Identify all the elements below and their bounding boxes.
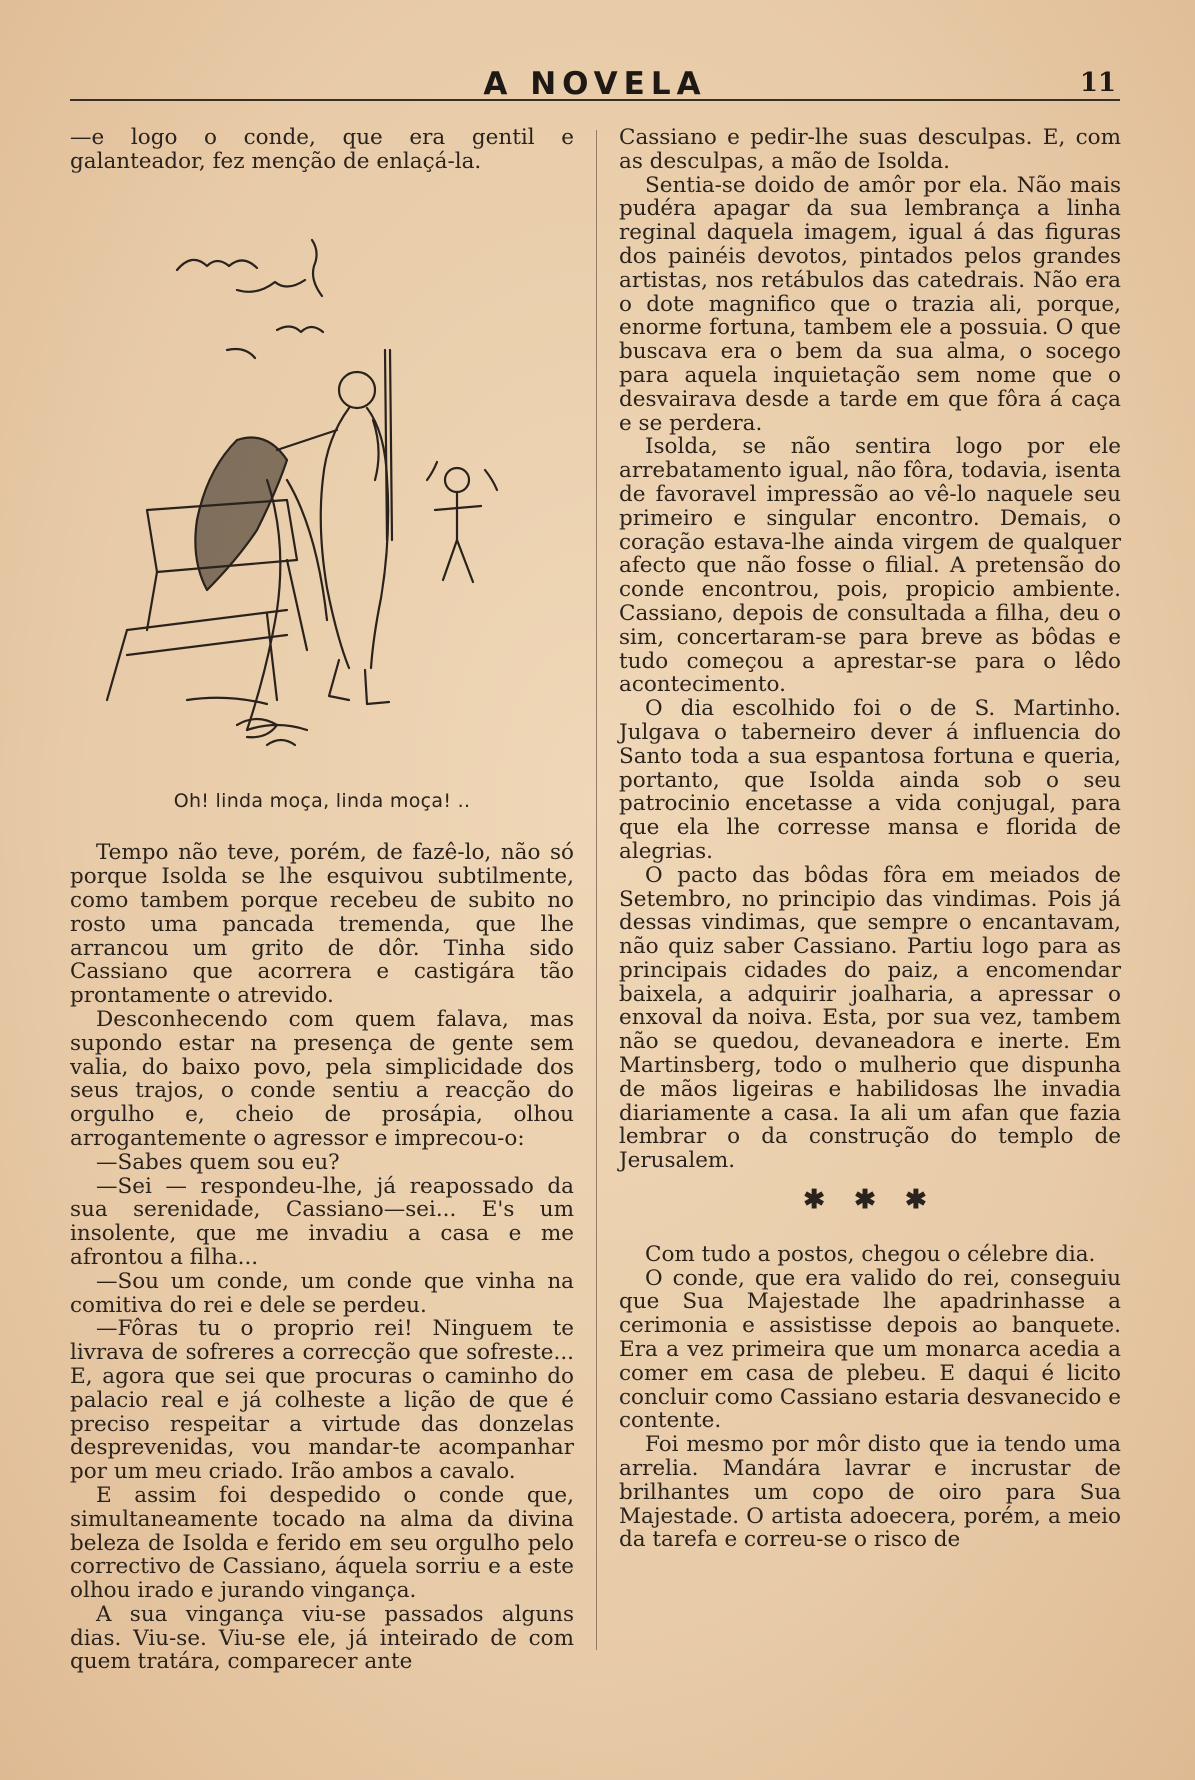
column-divider	[596, 130, 597, 1650]
left-paragraph: A sua vingança viu-se passados alguns dias. Viu-se. Viu-se ele, já inteirado de com quem tratára, comparecer ante	[70, 1601, 574, 1675]
section-separator: ✱ ✱ ✱	[803, 1185, 937, 1216]
right-paragraph: O conde, que era valido do rei, conseguiu que Sua Majestade lhe apadrinhasse a cerimonia e assistisse depois ao banquete. Era a vez primeira que um monarca acedia a comer em casa de plebeu. E daqui é licito concluir como Cassiano estaria desvanecido e contente.	[619, 1265, 1121, 1434]
left-paragraph: Desconhecendo com quem falava, mas supondo estar na presença de gente sem valia, do baixo povo, pela simplicidade dos seus trajos, o conde sentiu a reacção do orgulho e, cheio de prosápia, olhou arrogantemente o agressor e imprecou-o:	[70, 1006, 574, 1151]
page-header	[70, 64, 1120, 100]
right-paragraph: Com tudo a postos, chegou o célebre dia.	[645, 1241, 1096, 1267]
left-paragraph: E assim foi despedido o conde que, simultaneamente tocado na alma da divina beleza de Isolda e ferido em seu orgulho pelo correctivo de Cassiano, áquela sorriu e a este olhou irado e jurando vingança.	[70, 1482, 574, 1604]
illustration-drawing	[87, 180, 557, 772]
left-paragraph: Tempo não teve, porém, de fazê-lo, não só porque Isolda se lhe esquivou subtilmente, como tambem porque recebeu de subito no rosto uma pancada tremenda, que lhe arrancou um grito de dôr. Tinha sido Cassiano que acorrera e castigára tão prontamente o atrevido.	[70, 840, 574, 1009]
right-paragraph: Sentia-se doido de amôr por ela. Não mais pudéra apagar da sua lembrança a linha reginal daquela imagem, igual á das figuras dos painéis devotos, pintados pelos grandes artistas, nos retábulos das catedrais. Não era o dote magnifico que o trazia ali, porque, enorme fortuna, tambem ele a possuia. O que buscava era o bem da sua alma, o socego para aquela inquietação sem nome que o desvairava desde a tarde em que fôra á caça e se perdera.	[619, 172, 1121, 436]
left-paragraph: —Sei — respondeu-lhe, já reapossado da sua serenidade, Cassiano—sei... E's um insolente, que me invadiu a casa e me afrontou a filha...	[70, 1173, 574, 1270]
right-column	[619, 126, 1121, 1552]
right-paragraph-opening: Cassiano e pedir-lhe suas desculpas. E, com as desculpas, a mão de Isolda.	[619, 125, 1121, 174]
right-paragraph: O pacto das bôdas fôra em meiados de Setembro, no principio das vindimas. Pois já dessas vindimas, que sempre o encantavam, não quiz saber Cassiano. Partiu logo para as principais cidades do paiz, a encomendar baixela, a adquirir joalharia, a apressar o enxoval da noiva. Esta, por sua vez, tambem não se quedou, devaneadora e inerte. Em Martinsberg, todo o mulherio que dispunha de mãos ligeiras e habilidosas lhe invadia diariamente a casa. Ia ali um afan que fazia lembrar o da construção do templo de Jerusalem.	[619, 862, 1121, 1174]
left-paragraph: —Fôras tu o proprio rei! Ninguem te livrava de sofreres a correcção que sofreste... E, agora que sei que procuras o caminho do palacio real e já colheste a lição de que é preciso respeitar a virtude das donzelas desprevenidas, vou mandar-te acompanhar por um meu criado. Irão ambos a cavalo.	[70, 1316, 574, 1485]
right-paragraph: Foi mesmo por môr disto que ia tendo uma arrelia. Mandára lavrar e incrustar de brilhantes um copo de oiro para Sua Majestade. O artista adoecera, porém, a meio da tarefa e correu-se o risco de	[619, 1432, 1121, 1553]
left-paragraph-opening: —e logo o conde, que era gentil e galanteador, fez menção de enlaçá-la.	[70, 125, 574, 174]
header-rule	[70, 99, 1120, 101]
right-paragraph: Isolda, se não sentira logo por ele arrebatamento igual, não fôra, todavia, isenta de favoravel impressão ao vê-lo naquele seu primeiro e singular encontro. Demais, o coração estava-lhe ainda virgem de qualquer afecto que não fosse o filial. A pretensão do conde encontrou, pois, propicio ambiente. Cassiano, depois de consultada a filha, deu o sim, concertaram-se para breve as bôdas e tudo começou a aprestar-se para o lêdo acontecimento.	[619, 434, 1121, 698]
right-paragraph: O dia escolhido foi o de S. Martinho. Julgava o taberneiro dever á influencia do Santo toda a sua espantosa fortuna e queria, portanto, que Isolda ainda sob o seu patrocinio encetasse a vida conjugal, para que ela lhe corresse mansa e florida de alegrias.	[619, 696, 1121, 864]
page-number: 11	[1079, 68, 1116, 98]
left-paragraph: —Sabes quem sou eu?	[96, 1149, 340, 1175]
left-column	[70, 126, 574, 1674]
left-paragraph: —Sou um conde, um conde que vinha na comitiva do rei e dele se perdeu.	[70, 1268, 574, 1318]
masthead-title: A NOVELA	[483, 66, 707, 102]
illustration	[70, 180, 574, 772]
illustration-caption: Oh! linda moça, linda moça! ..	[173, 789, 471, 812]
